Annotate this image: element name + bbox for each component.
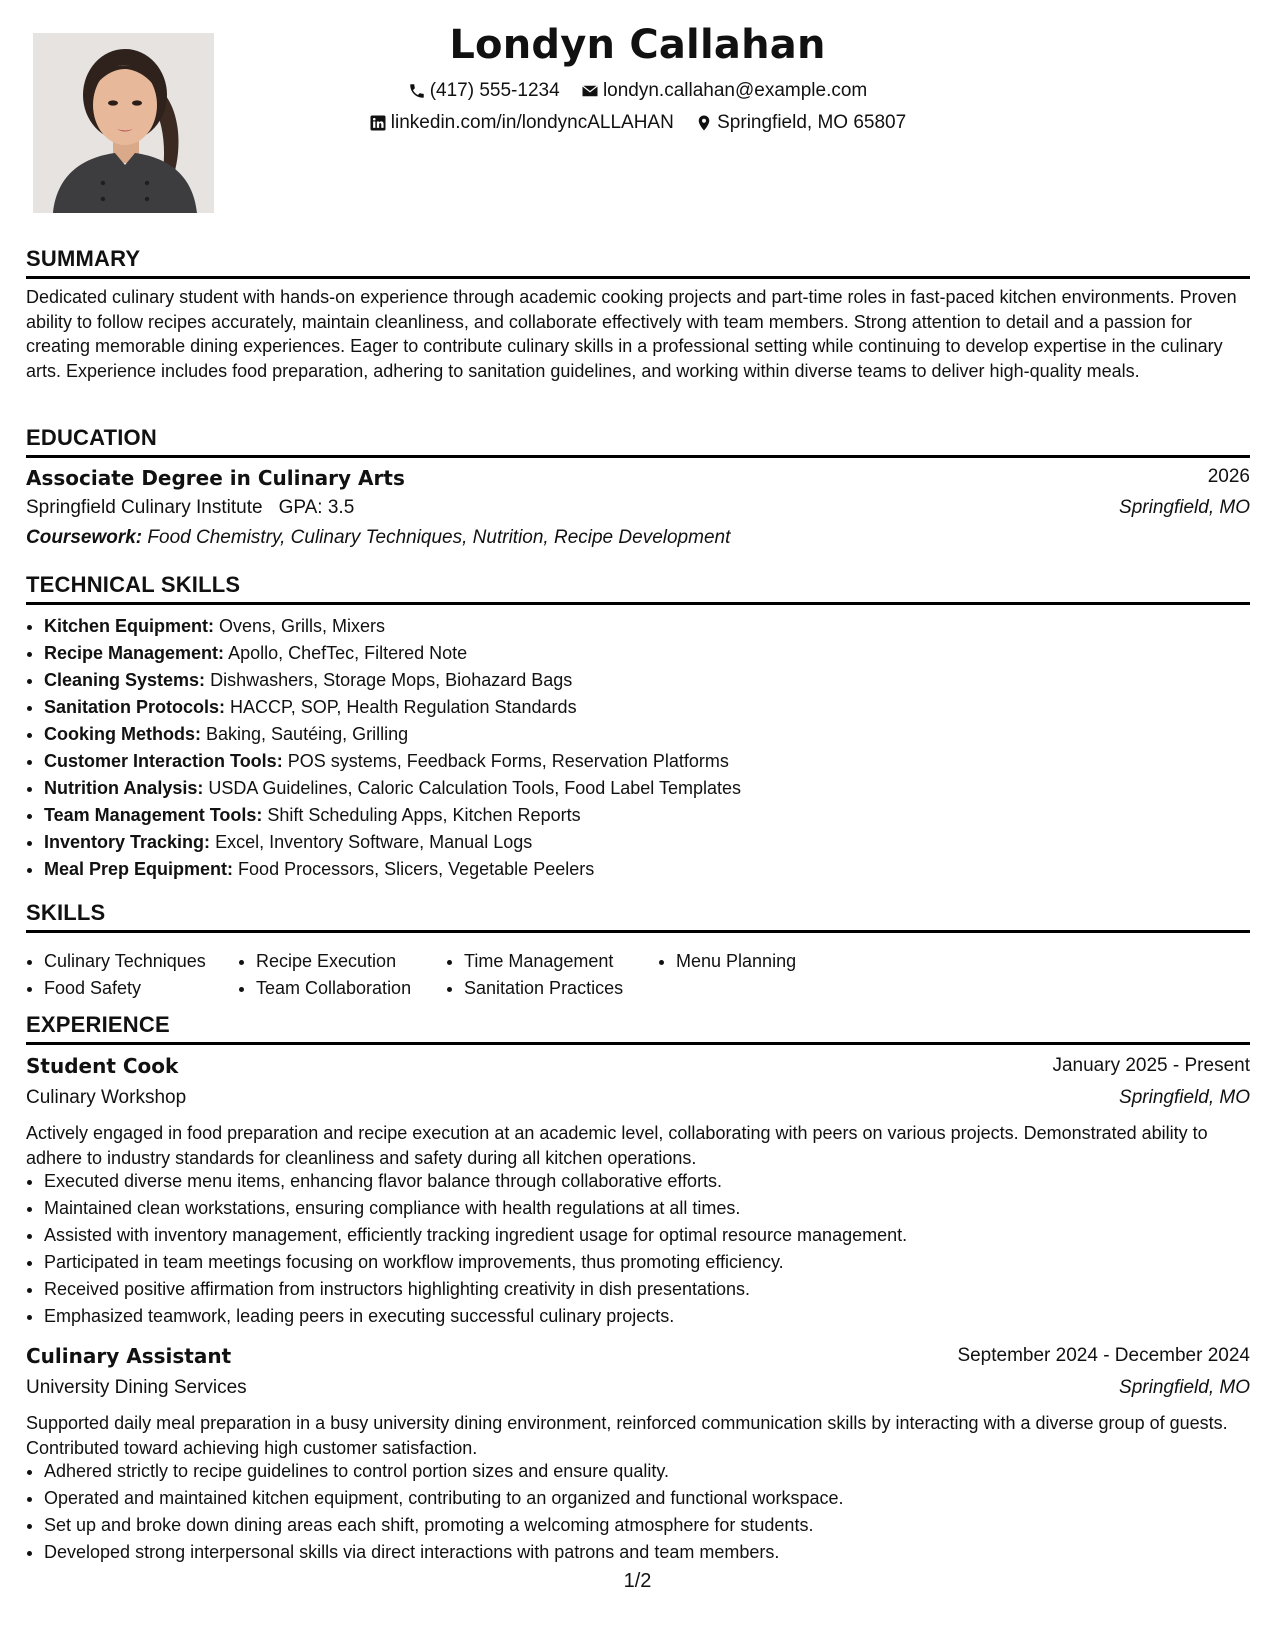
summary-text: Dedicated culinary student with hands-on experience through academic cooking projects and part-time roles in fast-paced kitchen environments. Proven ability to follow recipes accurately, maintain cleanliness, and collaborate effectively with team members. Strong attention to detail and a passion for creating memorable dining experiences. Eager to contribute culinary skills in a professional setting while continuing to develop expertise in the culinary arts. Experience includes food preparation, adhering to sanitation guidelines, and working within diverse teams to deliver high-quality meals. <box>26 287 1237 381</box>
technical-skills-list <box>26 613 1270 883</box>
list-item: • Inventory Tracking: Excel, Inventory Software, Manual Logs <box>44 829 1270 856</box>
school-line <box>26 497 354 519</box>
list-item: • Maintained clean workstations, ensuring compliance with health regulations at all times. <box>44 1195 1270 1222</box>
linkedin-text: linkedin.com/in/londyncALLAHAN <box>390 112 674 133</box>
contact-row-secondary <box>0 112 1275 138</box>
phone-contact[interactable] <box>408 80 560 102</box>
job-title: Student Cook <box>26 1054 179 1078</box>
linkedin-contact[interactable] <box>369 112 674 134</box>
list-item: • Team Collaboration <box>256 975 411 1002</box>
phone-icon <box>408 82 426 100</box>
job-bullets <box>26 1458 1270 1566</box>
coursework-label: Coursework: <box>26 527 143 548</box>
linkedin-icon <box>369 114 387 132</box>
email-text: londyn.callahan@example.com <box>602 80 868 101</box>
list-item: • Recipe Execution <box>256 948 411 975</box>
skills-column <box>446 948 623 1002</box>
skills-column <box>26 948 206 1002</box>
envelope-icon <box>581 82 599 100</box>
job-organization: University Dining Services <box>26 1377 247 1398</box>
list-item: • Assisted with inventory management, efficiently tracking ingredient usage for optimal resource management. <box>44 1222 1270 1249</box>
skills-heading: SKILLS <box>26 900 1250 933</box>
list-item: • Nutrition Analysis: USDA Guidelines, Caloric Calculation Tools, Food Label Templates <box>44 775 1270 802</box>
education-heading: EDUCATION <box>26 425 1250 458</box>
location-text: Springfield, MO 65807 <box>717 112 907 133</box>
list-item: • Food Safety <box>44 975 206 1002</box>
location-contact <box>695 112 906 134</box>
graduation-year: 2026 <box>1207 466 1250 487</box>
list-item: • Kitchen Equipment: Ovens, Grills, Mixers <box>44 613 1270 640</box>
phone-text: (417) 555-1234 <box>429 80 560 101</box>
gpa: GPA: 3.5 <box>278 497 355 518</box>
job-location: Springfield, MO <box>1119 1087 1250 1108</box>
list-item: • Customer Interaction Tools: POS systems, Feedback Forms, Reservation Platforms <box>44 748 1270 775</box>
job-dates: January 2025 - Present <box>1052 1055 1250 1076</box>
degree-title: Associate Degree in Culinary Arts <box>26 466 405 490</box>
list-item: • Team Management Tools: Shift Scheduling Apps, Kitchen Reports <box>44 802 1270 829</box>
list-item: • Cleaning Systems: Dishwashers, Storage Mops, Biohazard Bags <box>44 667 1270 694</box>
job-location: Springfield, MO <box>1119 1377 1250 1398</box>
list-item: • Recipe Management: Apollo, ChefTec, Filtered Note <box>44 640 1270 667</box>
skills-column <box>238 948 411 1002</box>
list-item: • Sanitation Protocols: HACCP, SOP, Health Regulation Standards <box>44 694 1270 721</box>
job-description: Actively engaged in food preparation and recipe execution at an academic level, collaborating with peers on various projects. Demonstrated ability to adhere to industry standards for cleanliness and safety during all kitchen operations. <box>26 1123 1208 1168</box>
job-title: Culinary Assistant <box>26 1344 232 1368</box>
list-item: • Meal Prep Equipment: Food Processors, Slicers, Vegetable Peelers <box>44 856 1270 883</box>
job-organization: Culinary Workshop <box>26 1087 187 1108</box>
list-item: • Executed diverse menu items, enhancing flavor balance through collaborative efforts. <box>44 1168 1270 1195</box>
list-item: • Time Management <box>464 948 623 975</box>
job-description: Supported daily meal preparation in a busy university dining environment, reinforced communication skills by interacting with a diverse group of guests. Contributed toward achieving high customer satisfaction. <box>26 1413 1228 1458</box>
list-item: • Operated and maintained kitchen equipment, contributing to an organized and functional workspace. <box>44 1485 1270 1512</box>
list-item: • Culinary Techniques <box>44 948 206 975</box>
list-item: • Emphasized teamwork, leading peers in executing successful culinary projects. <box>44 1303 1270 1330</box>
experience-heading: EXPERIENCE <box>26 1012 1250 1045</box>
list-item: • Set up and broke down dining areas each shift, promoting a welcoming atmosphere for students. <box>44 1512 1270 1539</box>
contact-row-primary <box>0 80 1275 106</box>
list-item: • Participated in team meetings focusing on workflow improvements, thus promoting efficiency. <box>44 1249 1270 1276</box>
page-number: 1/2 <box>623 1570 652 1592</box>
list-item: • Menu Planning <box>676 948 796 975</box>
coursework-list: Food Chemistry, Culinary Techniques, Nutrition, Recipe Development <box>147 527 731 548</box>
map-pin-icon <box>695 114 713 132</box>
email-contact[interactable] <box>581 80 867 102</box>
school-location: Springfield, MO <box>1119 497 1250 518</box>
list-item: • Cooking Methods: Baking, Sautéing, Grilling <box>44 721 1270 748</box>
job-dates: September 2024 - December 2024 <box>957 1345 1250 1366</box>
school-name: Springfield Culinary Institute <box>26 497 263 518</box>
coursework-line <box>26 527 730 549</box>
list-item: • Adhered strictly to recipe guidelines to control portion sizes and ensure quality. <box>44 1458 1270 1485</box>
list-item: • Received positive affirmation from instructors highlighting creativity in dish presentations. <box>44 1276 1270 1303</box>
skills-column <box>658 948 796 975</box>
technical-skills-heading: TECHNICAL SKILLS <box>26 572 1250 605</box>
list-item: • Sanitation Practices <box>464 975 623 1002</box>
candidate-name: Londyn Callahan <box>449 22 826 68</box>
list-item: • Developed strong interpersonal skills via direct interactions with patrons and team members. <box>44 1539 1270 1566</box>
summary-heading: SUMMARY <box>26 246 1250 279</box>
job-bullets <box>26 1168 1270 1330</box>
